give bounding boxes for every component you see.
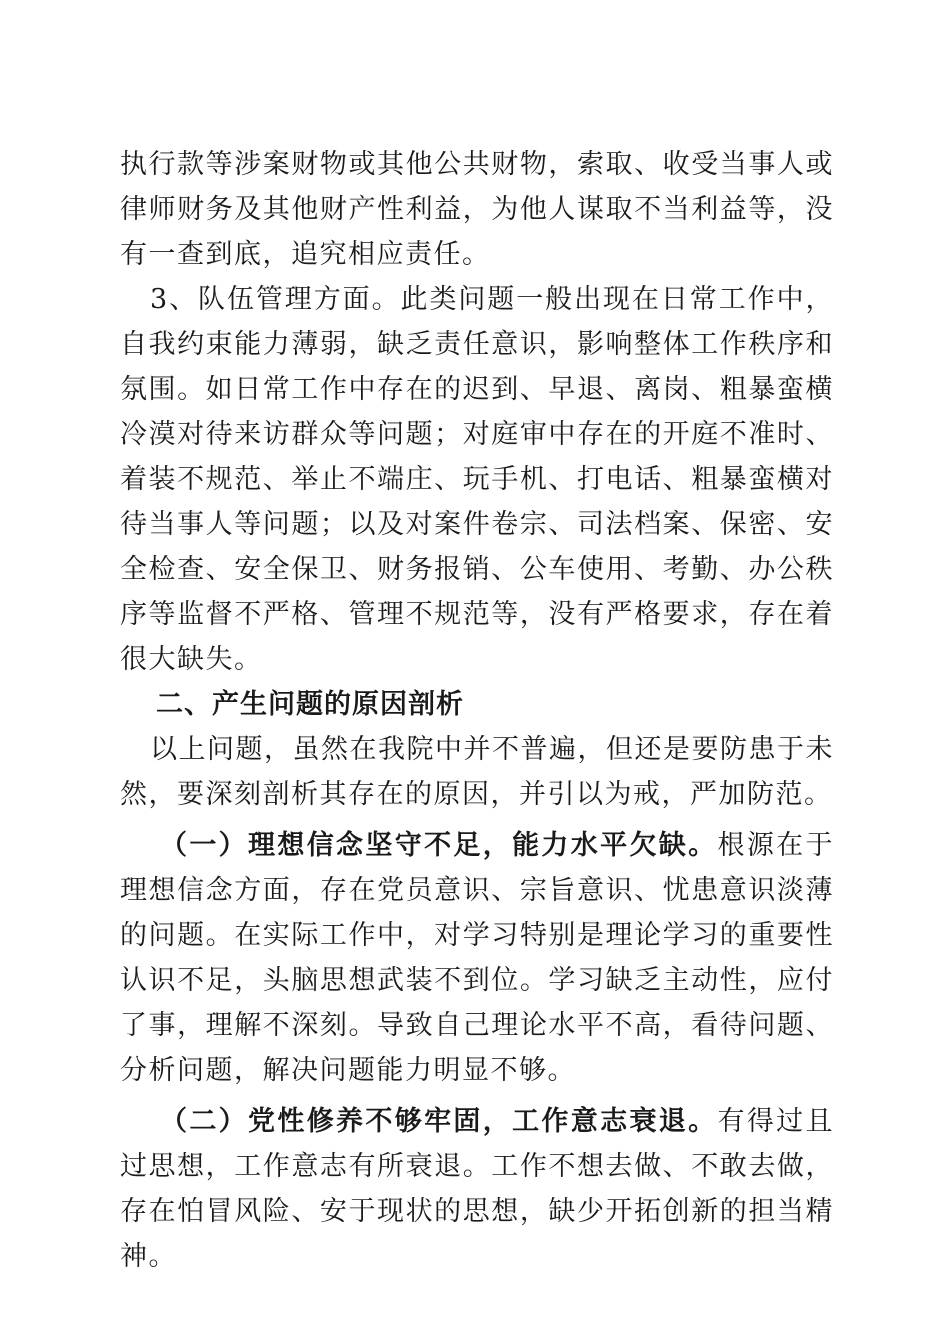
paragraph-team-management: 3、队伍管理方面。此类问题一般出现在日常工作中，自我约束能力薄弱，缺乏责任意识，影响整体工作秩序和氛围。如日常工作中存在的迟到、早退、离岗、粗暴蛮横冷漠对待来访群众等问题；对庭审中存在的开庭不准时、着装不规范、举止不端庄、玩手机、打电话、粗暴蛮横对待当事人等问题；以及对案件卷宗、司法档案、保密、安全检查、安全保卫、财务报销、公车使用、考勤、办公秩序等监督不严格、管理不规范等，没有严格要求，存在着很大缺失。 [120, 284, 834, 675]
cause-one-lead: （一）理想信念坚守不足，能力水平欠缺。 [160, 830, 718, 861]
paragraph-cause-one [120, 823, 834, 1093]
paragraph-cause-two [120, 1099, 834, 1279]
cause-two-body: 有得过且过思想，工作意志有所衰退。工作不想去做、不敢去做，存在怕冒风险、安于现状的思想，缺少开拓创新的担当精神。 [120, 1106, 835, 1272]
cause-two-lead: （二）党性修养不够牢固，工作意志衰退。 [160, 1106, 718, 1137]
paragraph-intro-causes: 以上问题，虽然在我院中并不普遍，但还是要防患于未然，要深刻剖析其存在的原因，并引以为戒，严加防范。 [120, 734, 834, 810]
cause-one-body: 根源在于理想信念方面，存在党员意识、宗旨意识、忧患意识淡薄的问题。在实际工作中，对学习特别是理论学习的重要性认识不足，头脑思想武装不到位。学习缺乏主动性，应付了事，理解不深刻。导致自己理论水平不高，看待问题、分析问题，解决问题能力明显不够。 [120, 830, 835, 1086]
document-page [120, 140, 834, 1279]
section-heading-causes: 二、产生问题的原因剖析 [156, 689, 464, 720]
paragraph-continuation: 执行款等涉案财物或其他公共财物，索取、收受当事人或律师财务及其他财产性利益，为他人谋取不当利益等，没有一查到底，追究相应责任。 [120, 149, 834, 270]
